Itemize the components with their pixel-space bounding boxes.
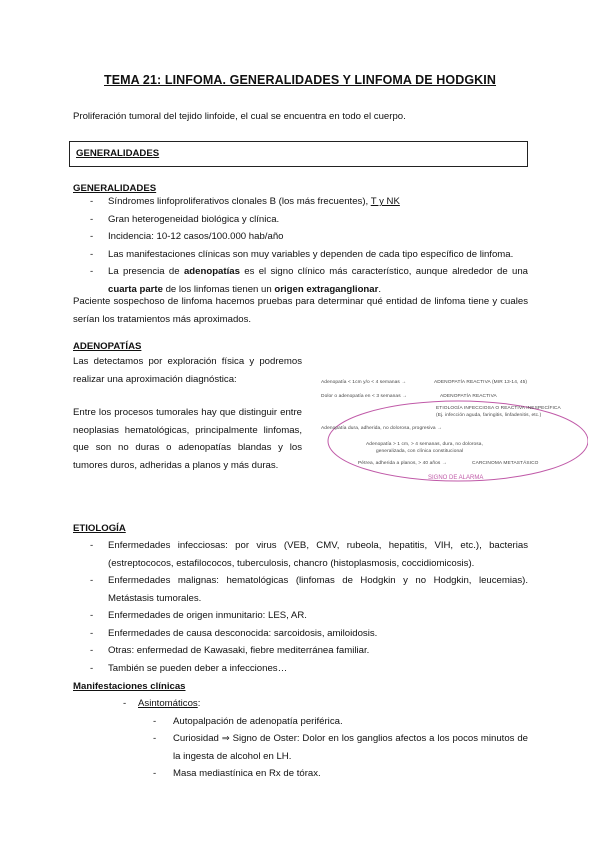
adenopatias-heading: ADENOPATÍAS [73,341,142,352]
colon: : [197,698,201,709]
diagram-row-3b: (Ej. infección aguda, faringitis, linfadenitis, etc.) [436,413,542,418]
list-item [73,695,528,713]
list-item: - Curiosidad ⇒ Signo de Oster: Dolor en los ganglios afectos a los pocos minutos de la ingesta de alcohol en LH. [73,730,528,765]
diagram-row-2-right: ADENOPATÍA REACTIVA [440,394,497,399]
list-item [73,193,528,211]
alarm-sign-label: SIGNO DE ALARMA [428,475,484,481]
item-text: . [378,283,382,295]
adenopatias-paragraph-2: Entre los procesos tumorales hay que distinguir entre neoplasias hematológicas, principalmente linfomas, que son no duras o adenopatías blandas y los tumores duros, adheridas a planos y más duras. [73,407,302,471]
item-text: Síndromes linfoproliferativos clonales B (los más frecuentes), [108,196,369,207]
list-item: - Incidencia: 10-12 casos/100.000 hab/año [73,228,528,246]
diagram-row-1-left: Adenopatía < 1cm y/o < 4 semanas → [321,380,407,385]
list-item: - Enfermedades malignas: hematológicas (linfomas de Hodgkin y no Hodgkin, leucemias). Metástasis tumorales. [73,572,528,607]
diagram-row-1-right: ADENOPATÍA REACTIVA (MIR 13-14, 45) [434,380,528,385]
item-bold: origen extraganglionar [274,283,379,295]
manifestaciones-list [73,695,528,783]
list-item: - Autopalpación de adenopatía periférica. [73,713,528,731]
diagram-row-6-left: Pétrea, adherida a planos, > 40 años → [358,461,447,466]
list-item: - Masa mediastínica en Rx de tórax. [73,765,528,783]
list-item: - También se pueden deber a infecciones… [73,660,528,678]
item-text: de los linfomas tienen un [165,283,272,295]
etiologia-heading: ETIOLOGÍA [73,523,126,534]
diagram-row-2-left: Dolor o adenopatía en < 3 semanas → [321,394,408,399]
box-heading: GENERALIDADES [76,148,160,159]
item-text: es el signo clínico más característico, aunque alrededor de una [244,266,528,277]
adenopathy-diagram [318,375,588,487]
diagram-row-5b: generalizada, con clínica constitucional [376,449,464,454]
section-box [69,141,528,167]
list-item: - Enfermedades infecciosas: por virus (VEB, CMV, rubeola, hepatitis, VIH, etc.), bacterias (estreptococos, estafilococos, tuberculosis, chancro (histoplasmosis, coccidiomicosis). [73,537,528,572]
list-item: - Otras: enfermedad de Kawasaki, fiebre mediterránea familiar. [73,642,528,660]
list-item: - Las manifestaciones clínicas son muy variables y dependen de cada tipo específico de linfoma. [73,246,528,264]
diagram-row-3a: ETIOLOGÍA INFECCIOSA O REACTIVA INESPECÍFICA [436,406,561,411]
diagram-row-4-left: Adenopatía dura, adherida, no dolorosa, progresiva → [321,426,442,431]
item-bold: cuarta parte [108,283,163,295]
generalidades-heading: GENERALIDADES [73,183,157,194]
generalidades-list [73,193,528,298]
item-underlined: T y NK [370,196,400,207]
asintomaticos-label: Asintomáticos [138,698,198,709]
intro-paragraph: Proliferación tumoral del tejido linfoide, el cual se encuentra en todo el cuerpo. [73,111,406,122]
diagram-ellipse [318,375,588,487]
item-bold: adenopatías [183,266,240,277]
etiologia-list [73,537,528,677]
paciente-paragraph: Paciente sospechoso de linfoma hacemos pruebas para determinar qué entidad de linfoma tiene y cuales serían los tratamientos más aproximados. [73,296,528,325]
adenopatias-paragraph-1: Las detectamos por exploración física y podremos realizar una aproximación diagnóstica: [73,356,302,385]
list-item: - Enfermedades de causa desconocida: sarcoidosis, amiloidosis. [73,625,528,643]
manifestaciones-heading: Manifestaciones clínicas [73,681,186,692]
diagram-row-5a: Adenopatía > 1 cm, > 4 semanas, dura, no dolorosa, [366,442,483,447]
page-title: TEMA 21: LINFOMA. GENERALIDADES Y LINFOMA DE HODGKIN [103,73,497,87]
item-text: La presencia de [108,266,180,277]
diagram-row-6-right: CARCINOMA METASTÁSICO [472,461,539,466]
list-item: - Gran heterogeneidad biológica y clínica. [73,211,528,229]
list-item: - Enfermedades de origen inmunitario: LES, AR. [73,607,528,625]
